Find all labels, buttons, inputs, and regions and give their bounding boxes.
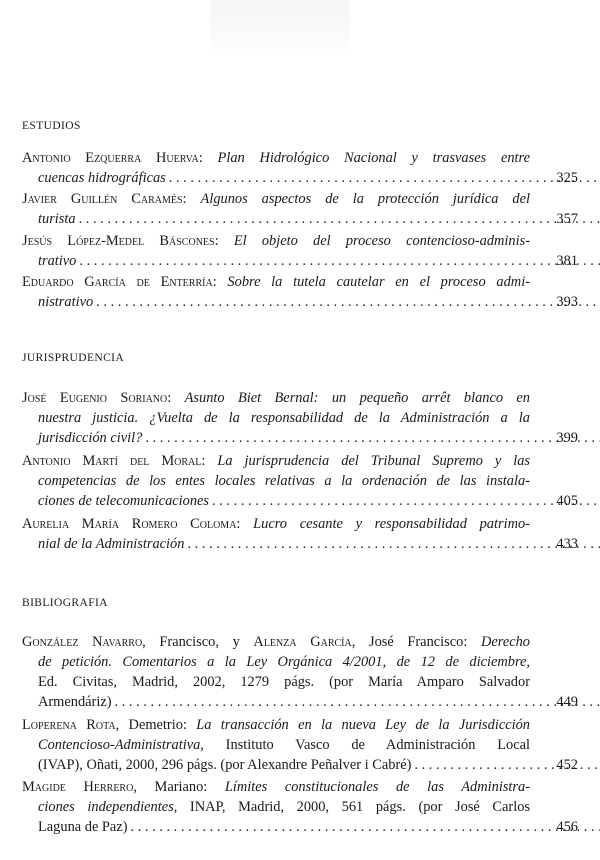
entry-author-given: , Mariano: bbox=[133, 779, 225, 795]
entry-title: Algunos aspectos de la protección jurídica del bbox=[200, 191, 530, 207]
toc-entry bbox=[22, 715, 530, 775]
entry-publication: (IVAP), Oñati, 2000, 296 págs. (por Alexandre Peñalver i Cabré) bbox=[38, 757, 412, 773]
entry-title: Derecho bbox=[480, 634, 530, 650]
entry-title-cont: cuencas hidrográficas bbox=[38, 170, 166, 186]
entry-publication: Ed. Civitas, Madrid, 2002, 1279 págs. (por María Amparo Salvador bbox=[38, 674, 530, 690]
toc-entry bbox=[22, 189, 530, 229]
entry-title: Plan Hidrológico Nacional y trasvases entre bbox=[217, 150, 530, 166]
entry-title: La transacción en la nueva Ley de la Jurisdicción bbox=[196, 717, 530, 733]
entry-author: Javier Guillén Caramés: bbox=[22, 191, 187, 207]
toc-entry bbox=[22, 514, 530, 554]
entry-publication: INAP, Madrid, 2000, 561 págs. (por José Carlos bbox=[177, 799, 530, 815]
entry-reviewer: Armendáriz) bbox=[38, 694, 112, 710]
entry-title-cont: nistrativo bbox=[38, 294, 94, 310]
entry-title-cont: turista bbox=[38, 211, 76, 227]
toc-entry bbox=[22, 777, 530, 837]
entry-author: Loperena Rota bbox=[22, 717, 116, 733]
entry-publication: Instituto Vasco de Administración Local bbox=[203, 737, 530, 753]
page-number: 325 bbox=[556, 170, 578, 186]
page-number: 393 bbox=[556, 294, 578, 310]
entry-title-cont: jurisdicción civil? bbox=[38, 430, 143, 446]
entry-author: José Eugenio Soriano: bbox=[22, 390, 172, 406]
entry-title-cont: ciones de telecomunicaciones bbox=[38, 493, 210, 509]
toc-entry bbox=[22, 451, 530, 511]
dot-leader bbox=[145, 430, 600, 446]
entry-title-cont: nuestra justicia. ¿Vuelta de la responsabilidad de la Administración a la bbox=[38, 410, 530, 426]
bleed-through-text bbox=[210, 0, 350, 60]
page-number: 357 bbox=[556, 211, 578, 227]
entry-title: El objeto del proceso contencioso-adminis- bbox=[233, 233, 530, 249]
dot-leader bbox=[131, 819, 600, 835]
section-title-jurisprudencia: JURISPRUDENCIA bbox=[22, 352, 125, 364]
entry-title: Lucro cesante y responsabilidad patrimo- bbox=[253, 516, 530, 532]
entry-title-cont: nial de la Administración bbox=[38, 536, 185, 552]
entry-reviewer: Laguna de Paz) bbox=[38, 819, 128, 835]
entry-title: Sobre la tutela cautelar en el proceso admi- bbox=[227, 274, 530, 290]
page-number: 381 bbox=[556, 253, 578, 269]
page-number: 452 bbox=[556, 757, 578, 773]
toc-entry bbox=[22, 388, 530, 448]
entry-title: La jurisprudencia del Tribunal Supremo y las bbox=[217, 453, 530, 469]
entry-title-cont: trativo bbox=[38, 253, 77, 269]
dot-leader bbox=[79, 211, 600, 227]
entry-title-cont: competencias de los entes locales relativas a la ordenación de las instala- bbox=[38, 473, 530, 489]
page-number: 433 bbox=[556, 536, 578, 552]
toc-entry bbox=[22, 632, 530, 712]
entry-title-cont: Contencioso-Administrativa, bbox=[38, 737, 204, 753]
entry-author: Antonio Martí del Moral: bbox=[22, 453, 206, 469]
toc-entry bbox=[22, 272, 530, 312]
entry-title-cont: ciones independientes, bbox=[38, 799, 178, 815]
entry-author: Magide Herrero bbox=[22, 779, 134, 795]
entry-title-cont: de petición. Comentarios a la Ley Orgánica 4/2001, de 12 de diciembre, bbox=[38, 654, 530, 670]
entry-author: González Navarro bbox=[22, 634, 143, 650]
dot-leader bbox=[96, 294, 600, 310]
entry-author: Alenza García bbox=[253, 634, 352, 650]
dot-leader bbox=[79, 253, 600, 269]
toc-entry bbox=[22, 231, 530, 271]
section-title-bibliografia: BIBLIOGRAFIA bbox=[22, 597, 108, 609]
entry-author-given: , Francisco, y bbox=[142, 634, 254, 650]
entry-author-given: , José Francisco: bbox=[351, 634, 481, 650]
entry-author: Eduardo García de Enterría: bbox=[22, 274, 217, 290]
page-number: 449 bbox=[556, 694, 578, 710]
toc-entry bbox=[22, 148, 530, 188]
dot-leader bbox=[115, 694, 600, 710]
entry-title: Asunto Biet Bernal: un pequeño arrêt blanco en bbox=[184, 390, 530, 406]
entry-author: Antonio Ezquerra Huerva: bbox=[22, 150, 203, 166]
entry-author: Jesús López-Medel Báscones: bbox=[22, 233, 219, 249]
entry-author: Aurelia María Romero Coloma: bbox=[22, 516, 241, 532]
page-number: 456 bbox=[556, 819, 578, 835]
section-title-estudios: ESTUDIOS bbox=[22, 120, 81, 132]
page-number: 405 bbox=[556, 493, 578, 509]
entry-title: Límites constitucionales de las Administra- bbox=[224, 779, 531, 795]
page-number: 399 bbox=[556, 430, 578, 446]
entry-author-given: , Demetrio: bbox=[115, 717, 197, 733]
